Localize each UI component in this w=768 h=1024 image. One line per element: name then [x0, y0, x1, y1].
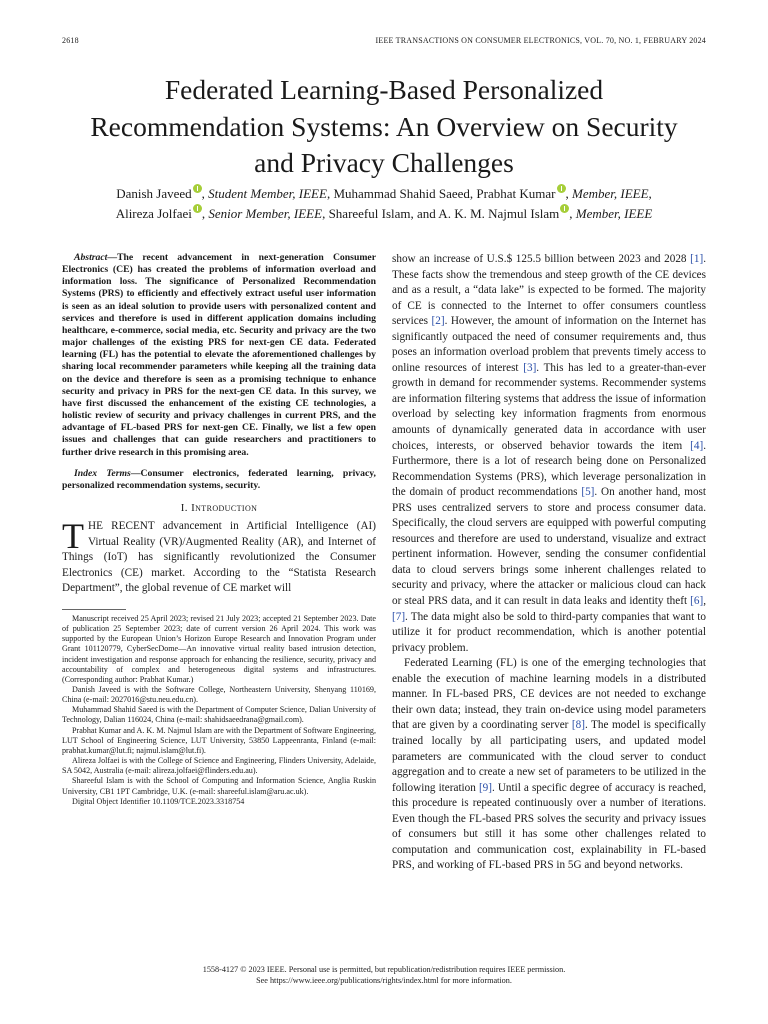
copyright-line-1: 1558-4127 © 2023 IEEE. Personal use is permitted, but republication/redistribution requires IEEE permission.: [202, 965, 566, 974]
footnote-rule: [62, 609, 126, 610]
body-text: . The model is specifically trained locally by all participating users, and updated model parameters are communicated with the cloud server to conduct aggregation and to create a new set of parameters to be utilized in the following iteration: [392, 719, 706, 794]
body-text: . Until a specific degree of accuracy is reached, this procedure is repeated continuously over a number of iterations. Even though the FL-based PRS solves the security and privacy issues of consumers but still it has some other challenges related to computation and communication cost, explainability in FL-based PRS, and working of FL-based PRS in 5G and beyond networks.: [392, 781, 706, 872]
index-terms-text: Consumer electronics, federated learning, privacy, personalized recommendation systems, security.: [62, 467, 376, 491]
index-terms-label: Index Terms: [74, 467, 131, 479]
citation-link[interactable]: [1]: [690, 253, 704, 265]
author-role: Student Member, IEEE: [208, 186, 327, 201]
footnote: Danish Javeed is with the Software College, Northeastern University, Shenyang 110169, China (e-mail: 2027016@stu.neu.edu.cn).: [62, 685, 376, 705]
body-text: show an increase of U.S.$ 125.5 billion between 2023 and 2028: [392, 253, 691, 265]
citation-link[interactable]: [7]: [392, 610, 406, 623]
orcid-icon[interactable]: [193, 204, 202, 213]
running-head: [62, 36, 706, 48]
orcid-icon[interactable]: [557, 184, 566, 193]
author-role: Member, IEEE: [575, 206, 653, 221]
citation-link[interactable]: [8]: [571, 719, 585, 732]
left-column: [62, 252, 376, 807]
body-text: ,: [703, 595, 706, 608]
page-number: 2618: [62, 36, 79, 45]
body-text: . However, the amount of information on the Internet has significantly outpaced the need of consumer requirements and, thus poses an information overload problem that prevents timely access to online resources of interest: [392, 315, 706, 374]
index-terms: Index Terms—Consumer electronics, federated learning, privacy, personalized recommendation systems, security.: [62, 467, 376, 491]
author-line-1: Danish Javeed , Student Member, IEEE, Muhammad Shahid Saeed, Prabhat Kumar , Member, IEEE,: [116, 186, 652, 201]
footnote-doi: Digital Object Identifier 10.1109/TCE.2023.3318754: [72, 796, 245, 806]
footnote: Muhammad Shahid Saeed is with the Department of Computer Science, Dalian University of Technology, Dalian 116024, China (e-mail: shahidsaeedrana@gmail.com).: [62, 705, 376, 725]
orcid-icon[interactable]: [193, 184, 202, 193]
footnotes: [62, 614, 376, 807]
citation-link[interactable]: [9]: [478, 781, 492, 794]
intro-paragraph: [62, 516, 376, 597]
copyright-notice: [62, 964, 706, 986]
citation-link[interactable]: [3]: [523, 361, 537, 374]
section-title: Introduction: [191, 501, 258, 514]
copyright-line-2: See https://www.ieee.org/publications/rights/index.html for more information.: [256, 976, 512, 985]
drop-cap: T: [62, 516, 84, 557]
citation-link[interactable]: [4]: [690, 439, 704, 452]
body-paragraph: [392, 656, 706, 874]
author-name: Alireza Jolfaei: [115, 206, 192, 221]
abstract-label: Abstract: [74, 252, 108, 263]
intro-caps: HE RECENT: [88, 520, 155, 533]
section-heading: [62, 502, 376, 515]
body-text: . These facts show the tremendous and steep growth of the CE devices and as a result, a “data lake” is expected to be formed. The majority of CE is connected to the Internet to offer consumers countless services: [392, 253, 706, 328]
right-column: [392, 252, 706, 874]
author-name: Shareeful Islam, and A. K. M. Najmul Islam: [328, 206, 560, 221]
body-text: . On another hand, most PRS uses centralized servers to store and process consumer data. Specifically, the cloud servers are equipped with powerful computing resources and therefore are used to understand, visualize and extract pertinent information. However, sending the consumer confidential data to cloud servers brings some inherent challenges related to security and privacy, where the attacker or malicious cloud can hack or steal PRS data, and it can result in data leaks and identity theft: [392, 486, 707, 608]
abstract-text: The recent advancement in next-generation Consumer Electronics (CE) has created the problems of information overload and information loss. The significance of Personalized Recommendation Systems (PRS) to efficiently and effectively extract useful user information is seen as an ideal solution to provide users with personalized content and services and therefore is used in different application domains including healthcare, e-commerce, social media, etc. Security and privacy are the two major challenges of the existing PRS for next-gen CE data. Federated learning (FL) has the potential to elevate the aforementioned challenges by sharing local recommender parameters while keeping all the training data on the device and therefore is seen as a promising technique to enhance security and privacy in PRS for the next-gen CE data. In this survey, we have first discussed the enhancement of the existing CE technologies, a holistic review of security and privacy challenges in current PRS, and the advantage of FL-based PRS for next-gen CE. Finally, we list a few open issues and challenges that can guide researchers and practitioners to further drive research in this promising area.: [62, 252, 376, 458]
author-line-2: Alireza Jolfaei , Senior Member, IEEE, Shareeful Islam, and A. K. M. Najmul Islam , Member, IEEE: [115, 206, 653, 221]
citation-link[interactable]: [6]: [690, 595, 704, 608]
abstract: Abstract—The recent advancement in next-generation Consumer Electronics (CE) has created the problems of information overload and information loss. The significance of Personalized Recommendation Systems (PRS) to efficiently and effectively extract useful user information is seen as an ideal solution to provide users with personalized content and services and therefore is used in different application domains including healthcare, e-commerce, social media, etc. Security and privacy are the two major challenges of the existing PRS for next-gen CE data. Federated learning (FL) has the potential to elevate the aforementioned challenges by sharing local recommender parameters while keeping all the training data on the device and therefore is seen as a promising technique to enhance security and privacy in PRS for the next-gen CE data. In this survey, we have first discussed the enhancement of the existing CE technologies, a holistic review of security and privacy challenges in current PRS, and the advantage of FL-based PRS for next-gen CE. Finally, we list a few open issues and challenges that can guide researchers and practitioners to further drive research in this promising area.: [62, 252, 376, 458]
intro-text: advancement in Artificial Intelligence (AI) Virtual Reality (VR)/Augmented Reality (AR), and Internet of Things (IoT) has significantly revolutionized the Consumer Electronics (CE) market. According to the “Statista Research Department”, the global revenue of CE market will: [62, 520, 376, 595]
footnote: Prabhat Kumar and A. K. M. Najmul Islam are with the Department of Software Engineering, LUT School of Engineering Science, LUT University, 53850 Lappeenranta, Finland (e-mail: prabhat.kumar@lut.fi; najmul.islam@lut.fi).: [62, 725, 376, 755]
citation-link[interactable]: [2]: [431, 315, 445, 328]
body-text: . Furthermore, there is a lot of research being done on Personalized Recommendation Systems (PRS), which leverage personalization in the domain of product recommendations: [392, 439, 706, 499]
citation-link[interactable]: [5]: [581, 486, 595, 499]
author-role: Member, IEEE,: [572, 186, 652, 201]
author-name: Danish Javeed: [116, 186, 192, 201]
section-number: I.: [180, 501, 188, 514]
journal-name: IEEE TRANSACTIONS ON CONSUMER ELECTRONICS, VOL. 70, NO. 1, FEBRUARY 2024: [375, 36, 706, 45]
body-text: Federated Learning (FL) is one of the emerging technologies that enable the execution of machine learning models in a distributed manner. In FL-based PRS, CE devices are not needed to exchange their own data; instead, they train on-device using model parameters that are given by a coordinating server: [392, 657, 706, 732]
footnote: Alireza Jolfaei is with the College of Science and Engineering, Flinders University, Adelaide, SA 5042, Australia (e-mail: alireza.jolfaei@flinders.edu.au).: [62, 756, 376, 776]
author-name: Muhammad Shahid Saeed, Prabhat Kumar: [333, 186, 556, 201]
orcid-icon[interactable]: [560, 204, 569, 213]
body-text: . The data might also be sold to third-party companies that want to utilize it for product recommendation, which is another potential privacy problem.: [392, 610, 706, 654]
body-text: . This has led to a greater-than-ever growth in demand for recommender systems. Recommender systems are information filtering systems that address the issue of information overload by selecting key information fragments from enormous amounts of dynamically generated data in accordance with user choices, interests, or observed behavior towards the item: [392, 361, 706, 452]
author-list: [62, 184, 706, 224]
footnote: Manuscript received 25 April 2023; revised 21 July 2023; accepted 21 September 2023. Date of publication 25 September 2023; date of current version 26 April 2024. This work was supported by the European Union’s Horizon Europe Research and Innovation Program under Grant 101120779, CyberSecDome—An innovative virtual reality based intrusion detection, incident investigation and response approach for enhancing the resilience, security, privacy and accountability of complex and heterogeneous digital systems and infrastructures. (Corresponding author: Prabhat Kumar.): [62, 613, 376, 684]
paper-title: Federated Learning-Based Personalized Recommendation Systems: An Overview on Security and Privacy Challenges: [90, 74, 678, 178]
author-role: Senior Member, IEEE: [208, 206, 323, 221]
footnote: Shareeful Islam is with the School of Computing and Information Science, Anglia Ruskin University, CB1 1PT Cambridge, U.K. (e-mail: shareeful.islam@aru.ac.uk).: [62, 776, 376, 796]
body-paragraph: [392, 252, 706, 656]
